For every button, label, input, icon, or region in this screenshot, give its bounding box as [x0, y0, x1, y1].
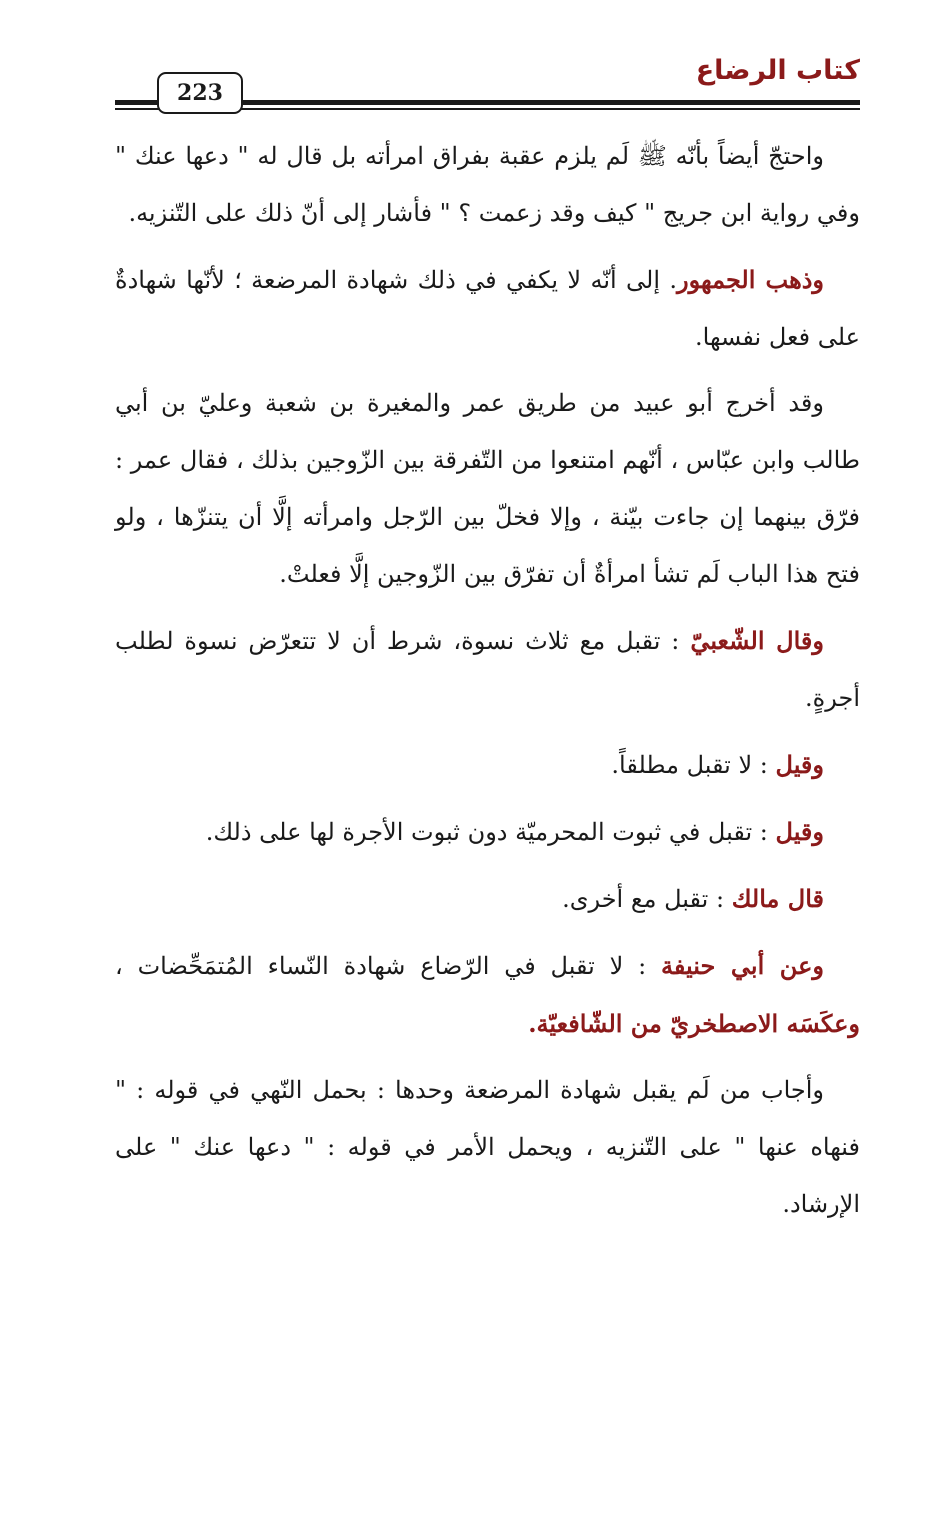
- paragraph-text: . إلى أنّه لا يكفي في ذلك شهادة المرضعة ؛ لأنّها شهادةٌ على فعل نفسها.: [115, 266, 860, 351]
- page-body: [115, 128, 860, 1242]
- paragraph-lead: وقيل: [775, 817, 824, 846]
- paragraph-qil-2: [115, 803, 860, 861]
- paragraph-text: وقد أخرج أبو عبيد من طريق عمر والمغيرة بن شعبة وعليّ بن أبي طالب وابن عبّاس ، أنّهم امتنعوا من التّفرقة بين الزّوجين بذلك ، فقال عمر : فرّق بينهما إن جاءت بيّنة ، وإلا فخلّ بين الرّجل وامرأته إلَّا أن يتنزّها ، ولو فتح هذا الباب لَم تشأ امرأةٌ أن تفرّق بين الزّوجين إلَّا فعلتْ.: [115, 389, 860, 588]
- paragraph-shabi: [115, 612, 860, 727]
- paragraph-lead: قال مالك: [731, 884, 824, 913]
- paragraph-tail: وعكَسَه الاصطخريّ من الشّافعيّة.: [528, 1009, 860, 1038]
- paragraph-lead: وذهب الجمهور: [677, 265, 824, 294]
- paragraph-lead: وقيل: [775, 750, 824, 779]
- paragraph-answer: [115, 1062, 860, 1233]
- paragraph-lead: وقال الشّعبيّ: [690, 626, 824, 655]
- paragraph-text: : تقبل مع أخرى.: [562, 885, 732, 913]
- paragraph-lead: وعن أبي حنيفة: [661, 951, 824, 980]
- page-header: [115, 55, 860, 115]
- paragraph-qil-1: [115, 736, 860, 794]
- paragraph-argument: [115, 128, 860, 242]
- paragraph-malik: [115, 870, 860, 928]
- paragraph-text: : تقبل في ثبوت المحرميّة دون ثبوت الأجرة لها على ذلك.: [205, 818, 776, 846]
- paragraph-text: واحتجّ أيضاً بأنّه ﷺ لَم يلزم عقبة بفراق امرأته بل قال له " دعها عنك " وفي رواية ابن جريج " كيف وقد زعمت ؟ " فأشار إلى أنّ ذلك على التّنزيه.: [115, 142, 860, 227]
- paragraph-majority: [115, 251, 860, 366]
- paragraph-abu-ubaid: [115, 375, 860, 603]
- paragraph-text: : تقبل مع ثلاث نسوة، شرط أن لا تتعرّض نسوة لطلب أجرةٍ.: [115, 627, 860, 712]
- paragraph-text: وأجاب من لَم يقبل شهادة المرضعة وحدها : بحمل النّهي في قوله : " فنهاه عنها " على التّنزيه ، ويحمل الأمر في قوله : " دعها عنك " على الإرشاد.: [115, 1076, 860, 1218]
- page-number: 223: [157, 72, 243, 114]
- chapter-title: كتاب الرضاع: [695, 55, 860, 86]
- paragraph-text: : لا تقبل في الرّضاع شهادة النّساء المُتمَحِّضات ،: [115, 952, 662, 980]
- paragraph-abu-hanifa: [115, 937, 860, 1053]
- paragraph-text: : لا تقبل مطلقاً.: [611, 751, 776, 779]
